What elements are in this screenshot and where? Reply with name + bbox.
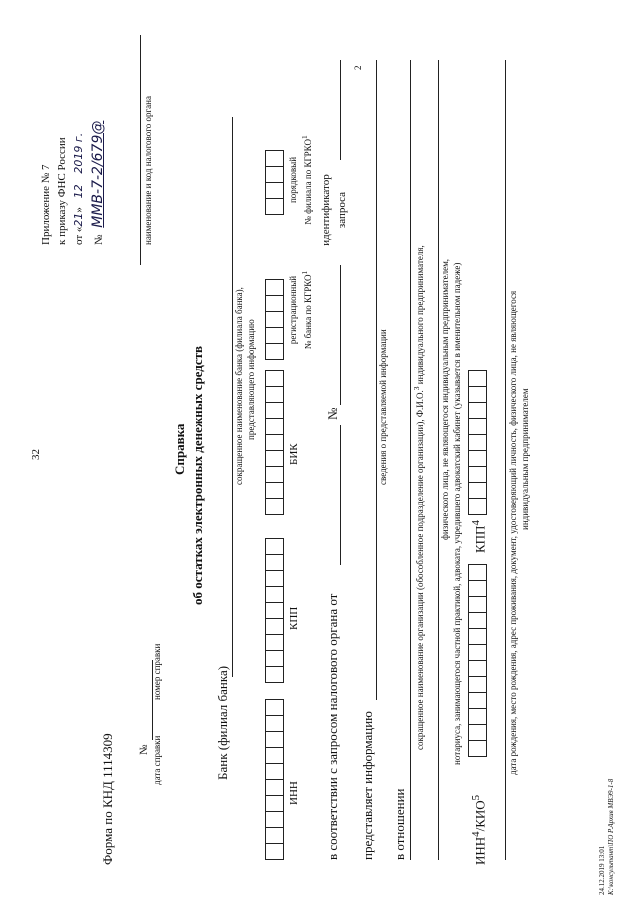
kpp2-boxes[interactable]	[468, 371, 487, 515]
footer-path: К:\консультант\ПО Р.Архив МВЭ9-1-8	[607, 778, 615, 895]
provides-line[interactable]	[376, 60, 377, 700]
regarding-label: в отношении	[392, 788, 407, 860]
footer-timestamp: 24.12.2019 13:01	[598, 845, 606, 895]
reg-number-label-1: регистрационный	[288, 275, 298, 345]
seq-number-label-1: порядковый	[288, 156, 298, 204]
reg-number-boxes[interactable]	[265, 280, 284, 360]
birth-caption-2: индивидуальным предпринимателем	[520, 388, 530, 530]
request-id-2: запроса	[336, 191, 348, 229]
authority-line	[140, 35, 141, 265]
authority-caption: наименование и код налогового органа	[143, 96, 153, 245]
seq-number-label-2: № филиала по КГРКО$^1$	[300, 135, 313, 225]
inn-label: ИНН	[288, 781, 300, 805]
appendix-number: № ММВ-7-2/679@	[90, 120, 106, 245]
person-line[interactable]	[438, 60, 439, 860]
request-id-sup: 2	[353, 65, 363, 70]
bank-label: Банк (филиал банка)	[215, 665, 230, 780]
bik-label: БИК	[288, 443, 300, 465]
number-caption: номер справки	[152, 643, 162, 700]
kpp-boxes[interactable]	[265, 539, 284, 683]
date-caption: дата справки	[152, 735, 162, 785]
inn-kio-label: ИНН$^4$/КИО$^5$	[470, 794, 488, 865]
provides-caption: сведения о представляемой информации	[378, 329, 388, 485]
title-line1: Справка	[172, 423, 187, 475]
number-sign: №	[138, 744, 150, 755]
provides-label: представляет информацию	[360, 711, 375, 860]
title-line2: об остатках электронных денежных средств	[190, 345, 205, 605]
appendix-date: от «21» 12 2019 г.	[72, 132, 85, 245]
page-number: 32	[30, 449, 42, 460]
birth-line[interactable]	[505, 60, 506, 860]
request-no: №	[325, 407, 340, 420]
person-caption-2: нотариуса, занимающегося частной практикой, адвоката, учредившего адвокатский кабинет (указывается в именительном падеже)	[452, 262, 462, 765]
form-code: Форма по КНД 1114309	[100, 733, 115, 865]
org-caption: сокращенное наименование организации (обособленное подразделение организации), Ф.И.О.$^3$ индивидуального предпринимателя,	[412, 245, 425, 750]
reg-number-label-2: № банка по КГРКО$^1$	[300, 270, 313, 350]
bank-caption-1: сокращенное наименование банка (филиала банка),	[234, 287, 244, 485]
bank-caption-2: представляющего информацию	[246, 319, 256, 440]
appendix-order: к приказу ФНС России	[56, 137, 68, 245]
request-id-1: идентификатор	[320, 174, 332, 246]
birth-caption-1: дата рождения, место рождения, адрес проживания, документ, удостоверяющий личность, физического лица, не являющегося	[508, 290, 518, 775]
request-label: в соответствии с запросом налогового органа от	[325, 593, 340, 860]
inn-kio-boxes[interactable]	[468, 565, 487, 757]
request-date-line[interactable]	[340, 425, 341, 565]
kpp2-label: КПП$^4$	[470, 520, 488, 553]
regarding-line[interactable]	[410, 60, 411, 860]
bik-boxes[interactable]	[265, 371, 284, 515]
request-number-line[interactable]	[340, 265, 341, 405]
seq-number-boxes[interactable]	[265, 151, 284, 215]
person-caption-1: физического лица, не являющегося индивидуальным предпринимателем,	[440, 258, 450, 540]
request-id-line[interactable]	[340, 60, 341, 160]
inn-boxes[interactable]	[265, 700, 284, 860]
appendix-title: Приложение № 7	[40, 164, 52, 245]
bank-line[interactable]	[232, 117, 233, 677]
kpp-label: КПП	[288, 606, 300, 630]
